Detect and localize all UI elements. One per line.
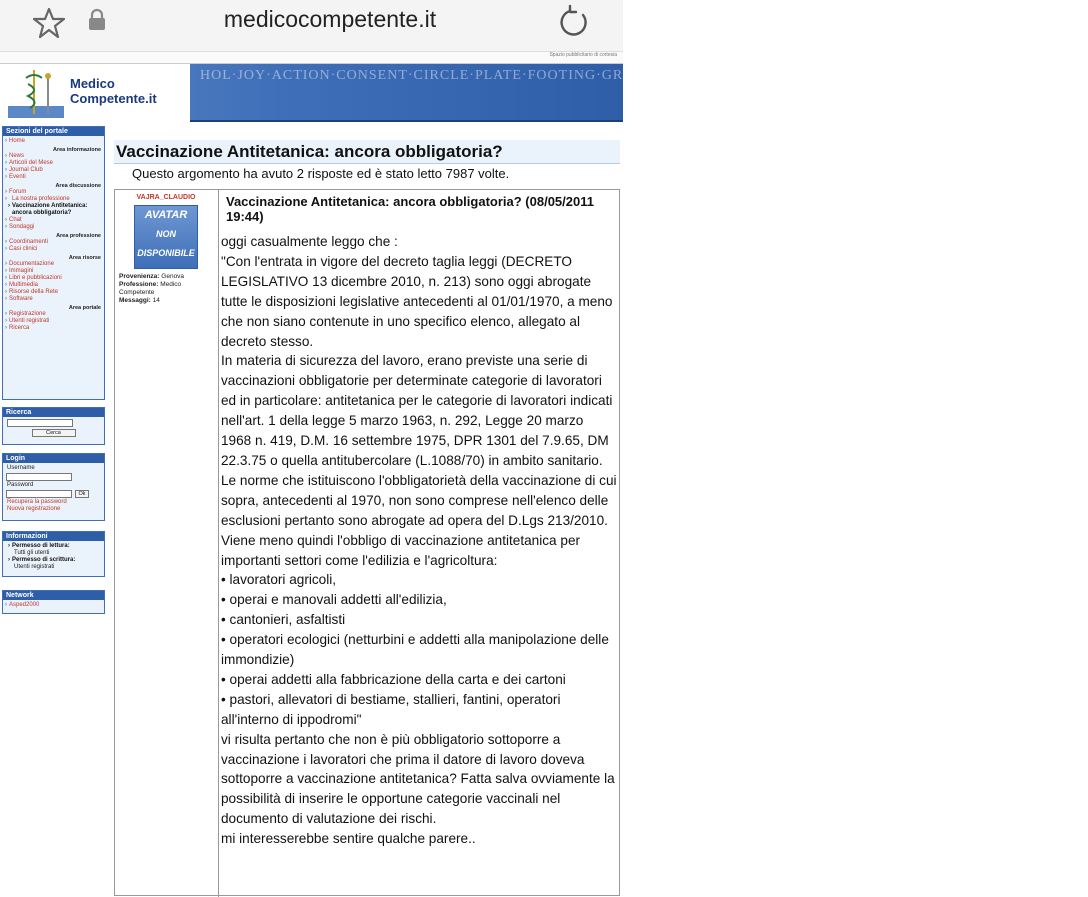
sidebar-section-profession: Area professione	[56, 233, 101, 239]
sidebar-link-software[interactable]: › Software	[3, 296, 104, 303]
username-field[interactable]	[6, 473, 72, 481]
post-body	[221, 232, 617, 849]
sidebar-link-events[interactable]: › Eventi	[3, 174, 104, 181]
post-paragraph: "Con l'entrata in vigore del decreto taglia leggi (DECRETO LEGISLATIVO 13 dicembre 2010, n. 213) sono oggi abrogate tutte le disposizioni legislative antecedenti al 01/01/1970, a meno che non siano contenute in uno specifico elenco, allegato al decreto stesso.	[221, 253, 613, 349]
sidebar-network-title: Network	[3, 591, 104, 600]
sidebar-link-journal[interactable]: › Journal Club	[3, 167, 104, 174]
post-list-item: • operai e manovali addetti all'edilizia,	[221, 592, 447, 608]
topic-title: Vaccinazione Antitetanica: ancora obbligatoria?	[116, 142, 503, 161]
sidebar-link-articles[interactable]: › Articoli del Mese	[3, 160, 104, 167]
post-list-item: • lavoratori agricoli,	[221, 572, 337, 588]
post-paragraph: oggi casualmente leggo che :	[221, 234, 398, 249]
username-label: Username	[7, 465, 35, 471]
ad-text: Spazio pubblicitario di cortesia	[549, 52, 617, 58]
reload-icon[interactable]	[556, 4, 592, 40]
sidebar-link-registered-users[interactable]: › Utenti registrati	[3, 318, 104, 325]
read-permission-label: › Permesso di lettura:	[3, 543, 104, 550]
sidebar-search-box	[2, 407, 105, 445]
ad-strip	[0, 52, 623, 64]
login-ok-button[interactable]: Ok	[75, 490, 89, 498]
write-permission-label: › Permesso di scrittura:	[3, 557, 104, 564]
post-list-item: • cantonieri, asfaltisti	[221, 612, 346, 628]
sidebar-link-coordination[interactable]: › Coordinamenti	[3, 239, 104, 246]
sidebar	[0, 124, 107, 896]
post-paragraph: vi risulta pertanto che non è più obbligatorio sottoporre a vaccinazione i lavoratori che prima il datore di lavoro doveva sottoporre a vaccinazione antitetanica? Fatta salva ovviamente la possibilità di inserire le opportune categorie vaccinali nel documento di valutazione dei rischi.	[221, 731, 615, 827]
forum-post	[114, 189, 620, 896]
sidebar-link-clinical-cases[interactable]: › Casi clinici	[3, 246, 104, 253]
write-permission-value: Utenti registrati	[14, 564, 55, 570]
post-list-item: • operatori ecologici (netturbini e addetti alla manipolazione delle immondizie)	[221, 632, 609, 668]
star-icon[interactable]	[32, 6, 66, 40]
network-link-asped[interactable]: › Asped2000	[3, 602, 104, 609]
sidebar-link-web-resources[interactable]: › Risorse della Rete	[3, 289, 104, 296]
topic-stats: Questo argomento ha avuto 2 risposte ed è stato letto 7987 volte.	[132, 166, 510, 181]
sidebar-portal-box	[2, 126, 105, 400]
sidebar-section-discussion: Area discussione	[55, 183, 101, 189]
sidebar-network-box	[2, 590, 105, 614]
post-paragraph: mi interesserebbe sentire qualche parere..	[221, 831, 476, 847]
post-paragraph: Viene meno quindi l'obbligo di vaccinazione antitetanica per importanti settori come l'edilizia e l'agricoltura:	[221, 532, 581, 568]
post-author-panel	[119, 194, 213, 305]
avatar: AVATAR NON DISPONIBILE	[134, 205, 198, 269]
new-registration-link[interactable]: Nuova registrazione	[7, 506, 61, 512]
search-input[interactable]	[7, 419, 73, 427]
sidebar-link-images[interactable]: › Immagini	[3, 268, 104, 275]
read-permission-value: Tutti gli utenti	[14, 550, 50, 556]
sidebar-section-resources: Area risorse	[68, 255, 101, 261]
post-author-name[interactable]: VAJRA_CLAUDIO	[136, 194, 196, 201]
password-field[interactable]	[6, 490, 72, 498]
caduceus-logo-icon	[8, 68, 64, 118]
sidebar-login-box	[2, 453, 105, 521]
sidebar-link-chat[interactable]: › Chat	[3, 217, 104, 224]
sidebar-current-topic[interactable]: › Vaccinazione Antitetanica: ancora obbligatoria?	[3, 203, 104, 217]
sidebar-info-box	[2, 531, 105, 577]
post-paragraph: Le norme che istituiscono l'obbligatorietà della vaccinazione di cui sopra, antecedenti al 1970, non sono comprese nell'elenco delle esclusioni pertanto sono abrogate ad opera del D.Lgs 213/2010.	[221, 472, 617, 528]
sidebar-search-title: Ricerca	[3, 408, 104, 417]
sidebar-link-documentation[interactable]: › Documentazione	[3, 261, 104, 268]
sidebar-link-registration[interactable]: › Registrazione	[3, 311, 104, 318]
post-list-item: • pastori, allevatori di bestiame, stallieri, fantini, operatori all'interno di ippodromi"	[221, 691, 561, 727]
search-button[interactable]: Cerca	[32, 429, 76, 437]
recover-password-link[interactable]: Recupera la password	[7, 499, 67, 505]
sidebar-link-news[interactable]: › News	[3, 153, 104, 160]
banner-decoration: HOL·JOY·ACTION·CONSENT·CIRCLE·PLATE·FOOTING·GROUND·CIRCLE·ACTION·HOLD·CONSENT·SUNNY·JOY·GUSHING	[200, 68, 1088, 83]
sidebar-section-info: Area informazione	[53, 147, 101, 153]
address-bar[interactable]: medicocompetente.it	[223, 6, 437, 32]
post-heading: Vaccinazione Antitetanica: ancora obbligatoria? (08/05/2011 19:44)	[226, 194, 594, 224]
sidebar-link-books[interactable]: › Libri e pubblicazioni	[3, 275, 104, 282]
sidebar-link-search[interactable]: › Ricerca	[3, 325, 104, 332]
password-label: Password	[7, 482, 34, 488]
site-logo-text: Medico Competente.it	[70, 76, 157, 106]
sidebar-info-title: Informazioni	[3, 532, 104, 541]
sidebar-link-profession-forum[interactable]: › La nostra professione	[3, 196, 104, 203]
sidebar-link-polls[interactable]: › Sondaggi	[3, 224, 104, 231]
post-paragraph: In materia di sicurezza del lavoro, erano previste una serie di vaccinazioni obbligatorie per determinate categorie di lavoratori ed in particolare: antitetanica per le categorie di lavoratori indicati nell'art. 1 della legge 5 marzo 1963, n. 292, Legge 20 marzo 1968 n. 419, D.M. 16 settembre 1975, DPR 1301 del 7.9.65, DM 22.3.75 o quella antitubercolare (L.1088/70) in ambito sanitario.	[221, 353, 613, 468]
sidebar-link-forum[interactable]: › Forum	[3, 189, 104, 196]
site-logo[interactable]	[0, 64, 190, 122]
sidebar-section-portal: Area portale	[68, 305, 101, 311]
browser-toolbar	[0, 0, 623, 52]
sidebar-portal-title: Sezioni del portale	[3, 127, 104, 136]
site-banner	[0, 64, 1088, 122]
sidebar-link-multimedia[interactable]: › Multimedia	[3, 282, 104, 289]
post-divider	[218, 190, 219, 897]
post-list-item: • operai addetti alla fabbricazione della carta e dei cartoni	[221, 671, 566, 687]
sidebar-login-title: Login	[3, 454, 104, 463]
lock-icon	[88, 9, 106, 31]
sidebar-link-home[interactable]: › Home	[3, 138, 104, 145]
post-author-meta: Provenienza: Genova Professione: Medico Competente Messaggi: 14	[119, 273, 185, 304]
